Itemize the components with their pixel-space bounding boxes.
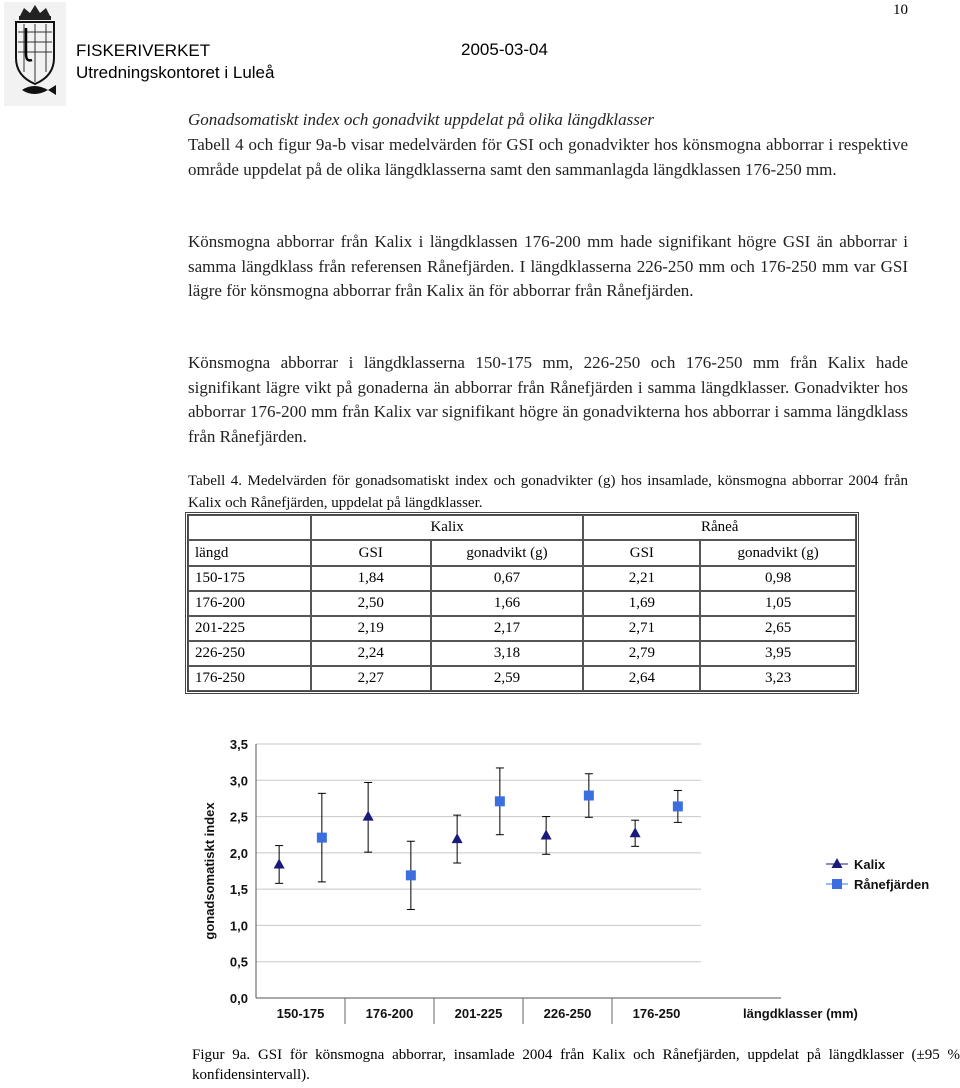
x-tick-label: 201-225 — [454, 1006, 503, 1021]
data-point-ranefjarden — [495, 796, 505, 806]
legend-label: Kalix — [854, 857, 886, 872]
table-cell: 0,98 — [700, 566, 856, 591]
table-cell: 3,18 — [431, 641, 584, 666]
y-tick-label: 1,0 — [229, 918, 248, 934]
table-cell: 0,67 — [431, 566, 584, 591]
table-caption: Tabell 4. Medelvärden för gonadsomatiskt index och gonadvikter (g) hos insamlade, könsmogna abborrar 2004 från Kalix och Rånefjärden, uppdelat på längdklasser. — [188, 473, 908, 511]
table-cell: 2,71 — [583, 616, 700, 641]
table-header-row — [188, 540, 856, 566]
table-row — [188, 591, 856, 616]
col-header-gsi-kalix: GSI — [311, 540, 431, 566]
table-cell: 1,05 — [700, 591, 856, 616]
table-cell: 2,79 — [583, 641, 700, 666]
group-header-ranea: Råneå — [583, 515, 856, 540]
data-point-kalix — [363, 811, 374, 821]
table-group-header-row — [188, 515, 856, 540]
gonad-weight-paragraph: Könsmogna abborrar i längdklasserna 150-175 mm, 226-250 och 176-250 mm från Kalix hade signifikant lägre vikt på gonaderna än abborrar från Rånefjärden i samma längdklasser. Gonadvikter hos abborrar 176-200 mm från Kalix var signifikant högre än gonadvikterna hos abborrar i samma längdklass från Rånefjärden. — [188, 353, 908, 446]
table-cell: 176-200 — [188, 591, 311, 616]
x-tick-label: 150-175 — [276, 1006, 325, 1021]
col-header-length: längd — [188, 540, 311, 566]
y-tick-label: 2,5 — [229, 809, 248, 825]
data-point-ranefjarden — [584, 791, 594, 801]
col-header-gonad-ranea: gonadvikt (g) — [700, 540, 856, 566]
fiskeriverket-logo — [4, 2, 66, 106]
y-axis-label: gonadsomatiskt index — [202, 802, 217, 940]
table-cell: 2,64 — [583, 666, 700, 691]
y-tick-label: 0,5 — [229, 954, 248, 970]
table-cell: 3,23 — [700, 666, 856, 691]
data-point-ranefjarden — [673, 801, 683, 811]
section-heading: Gonadsomatiskt index och gonadvikt uppdelat på olika längdklasser — [188, 110, 655, 129]
group-header-kalix: Kalix — [311, 515, 584, 540]
table-cell: 2,50 — [311, 591, 431, 616]
figure-caption: Figur 9a. GSI för könsmogna abborrar, insamlade 2004 från Kalix och Rånefjärden, uppdelat på längdklasser (±95 % konfidensintervall). — [192, 1047, 960, 1083]
table-cell: 2,19 — [311, 616, 431, 641]
table-cell: 2,21 — [583, 566, 700, 591]
table-cell: 1,69 — [583, 591, 700, 616]
table-row — [188, 641, 856, 666]
table-cell: 2,65 — [700, 616, 856, 641]
y-tick-label: 0,0 — [229, 991, 248, 1006]
table-cell-empty — [188, 515, 311, 540]
table-cell: 2,24 — [311, 641, 431, 666]
table-cell: 2,17 — [431, 616, 584, 641]
table-cell: 226-250 — [188, 641, 311, 666]
table-cell: 1,84 — [311, 566, 431, 591]
col-header-gsi-ranea: GSI — [583, 540, 700, 566]
data-table — [185, 512, 859, 694]
gsi-chart — [186, 720, 956, 1035]
page-number: 10 — [893, 2, 908, 18]
y-tick-label: 2,0 — [229, 845, 248, 861]
table-cell: 201-225 — [188, 616, 311, 641]
table-row — [188, 616, 856, 641]
org-name: FISKERIVERKET — [76, 41, 211, 60]
org-unit: Utredningskontoret i Luleå — [76, 63, 275, 82]
gsi-paragraph: Könsmogna abborrar från Kalix i längdklassen 176-200 mm hade signifikant högre GSI än abborrar i samma längdklass från referensen Rånefjärden. I längdklasserna 226-250 mm och 176-250 mm var GSI lägre för könsmogna abborrar från Kalix än för abborrar från Rånefjärden. — [188, 232, 908, 300]
table-row — [188, 566, 856, 591]
intro-paragraph: Tabell 4 och figur 9a-b visar medelvärden för GSI och gonadvikter hos könsmogna abborrar i respektive område uppdelat på de olika längdklasserna samt den sammanlagda längdklassen 176-250 mm. — [188, 135, 908, 179]
x-tick-label: 176-200 — [365, 1006, 414, 1021]
table-cell: 176-250 — [188, 666, 311, 691]
y-tick-label: 3,5 — [229, 737, 248, 752]
x-tick-label: 176-250 — [632, 1006, 681, 1021]
table-row — [188, 666, 856, 691]
data-point-kalix — [274, 858, 285, 868]
data-point-ranefjarden — [406, 870, 416, 880]
data-point-kalix — [452, 833, 463, 843]
col-header-gonad-kalix: gonadvikt (g) — [431, 540, 584, 566]
data-point-kalix — [541, 829, 552, 839]
table-cell: 2,59 — [431, 666, 584, 691]
data-point-ranefjarden — [317, 833, 327, 843]
legend-label: Rånefjärden — [854, 877, 930, 892]
header-date: 2005-03-04 — [461, 40, 548, 59]
table-cell: 3,95 — [700, 641, 856, 666]
table-cell: 2,27 — [311, 666, 431, 691]
x-axis-label: längdklasser (mm) — [743, 1006, 858, 1021]
table-cell: 150-175 — [188, 566, 311, 591]
y-tick-label: 1,5 — [229, 882, 248, 898]
legend-marker-kalix — [832, 858, 843, 868]
table-cell: 1,66 — [431, 591, 584, 616]
data-point-kalix — [630, 827, 641, 837]
y-tick-label: 3,0 — [229, 773, 248, 789]
x-tick-label: 226-250 — [543, 1006, 592, 1021]
legend-marker-ranefjarden — [832, 879, 842, 889]
header-organization — [76, 40, 274, 84]
